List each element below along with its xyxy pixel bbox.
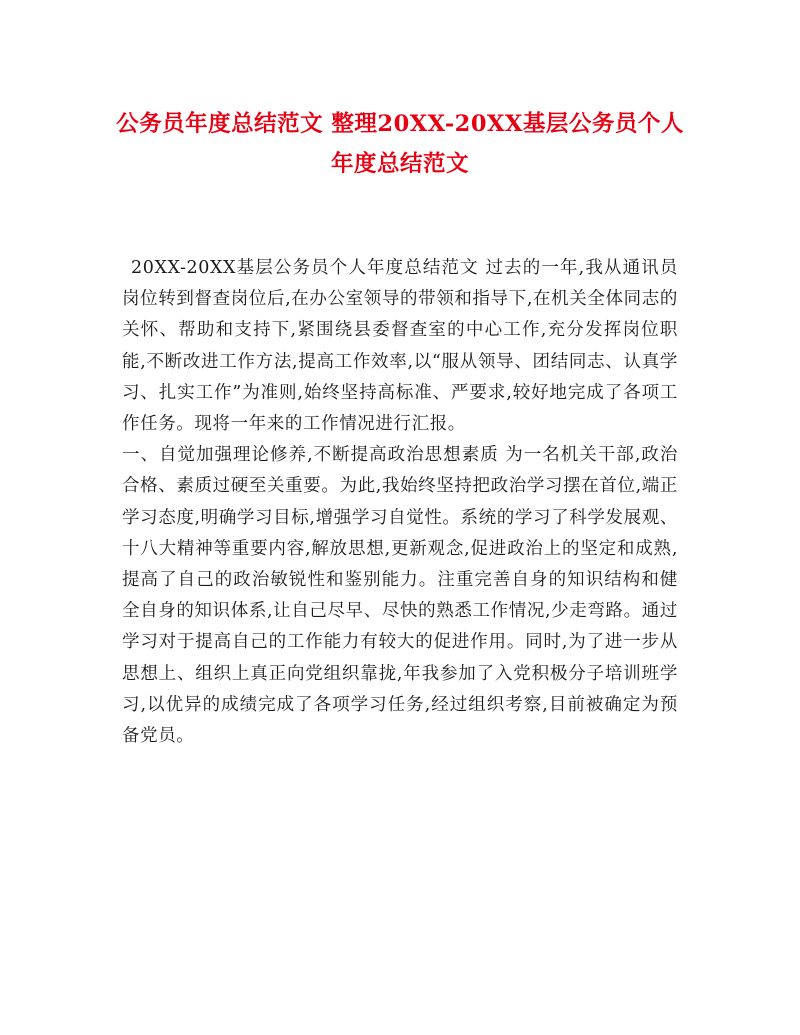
document-title [100, 104, 700, 184]
document-body [122, 253, 678, 752]
body-paragraph-section-1: 一、自觉加强理论修养,不断提高政治思想素质 为一名机关干部,政治合格、素质过硬至关重要。为此,我始终坚持把政治学习摆在首位,端正学习态度,明确学习目标,增强学习自觉性。系统的学习了科学发展观、十八大精神等重要内容,解放思想,更新观念,促进政治上的坚定和成熟,提高了自己的政治敏锐性和鉴别能力。注重完善自身的知识结构和健全自身的知识体系,让自己尽早、尽快的熟悉工作情况,少走弯路。通过学习对于提高自己的工作能力有较大的促进作用。同时,为了进一步从思想上、组织上真正向党组织靠拢,年我参加了入党积极分子培训班学习,以优异的成绩完成了各项学习任务,经过组织考察,目前被确定为预备党员。 [122, 445, 678, 747]
document-title-line-2: 年度总结范文 [330, 151, 469, 177]
body-paragraph-intro: 20XX-20XX基层公务员个人年度总结范文 过去的一年,我从通讯员岗位转到督查岗位后,在办公室领导的带领和指导下,在机关全体同志的关怀、帮助和支持下,紧围绕县委督查室的中心工作,充分发挥岗位职能,不断改进工作方法,提高工作效率,以“服从领导、团结同志、认真学习、扎实工作”为准则,始终坚持高标准、严要求,较好地完成了各项工作任务。现将一年来的工作情况进行汇报。 [122, 258, 678, 435]
document-title-line-1: 公务员年度总结范文 整理20XX-20XX基层公务员个人 [116, 111, 684, 137]
